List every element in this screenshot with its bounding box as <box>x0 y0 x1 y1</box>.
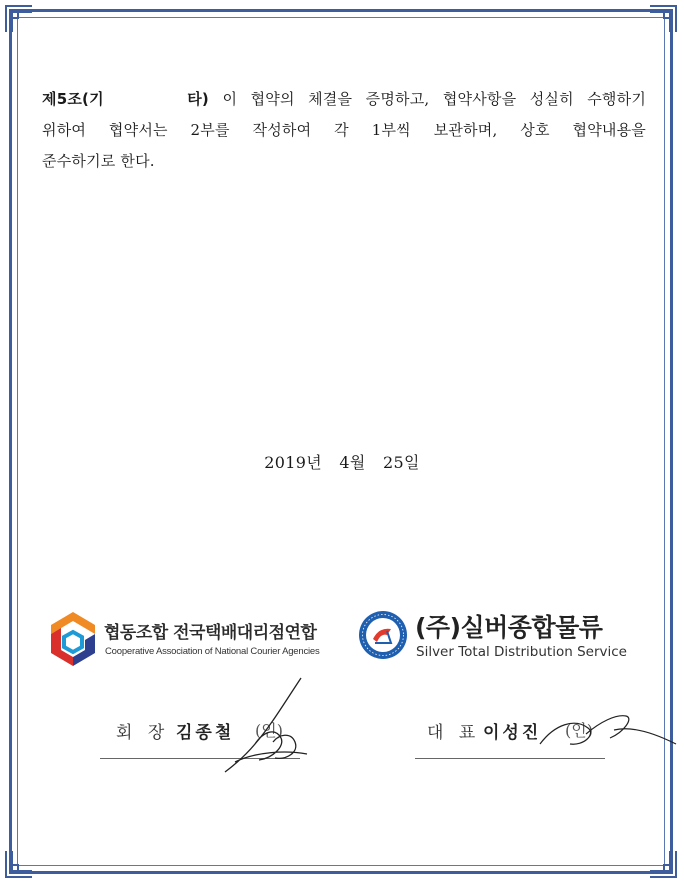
border-corner-ornament <box>648 849 678 879</box>
article-line-2: 위하여 협약서는 2부를 작성하여 각 1부씩 보관하며, 상호 협약내용을 <box>42 121 646 139</box>
company-seal-icon <box>357 609 409 661</box>
date-year: 2019년 <box>264 453 322 472</box>
article-line-3: 준수하기로 한다. <box>42 152 155 170</box>
seal-placeholder: (인) <box>255 721 283 740</box>
signature-block-right <box>415 716 605 766</box>
signature-line <box>100 758 300 759</box>
cooperative-logo <box>48 610 318 670</box>
company-name-en: Silver Total Distribution Service <box>416 644 627 660</box>
date-day: 25일 <box>383 453 420 472</box>
seal-placeholder: (인) <box>565 721 593 740</box>
signing-date <box>0 450 684 473</box>
signer-name: 이성진 <box>483 723 542 743</box>
border-corner-ornament <box>4 849 34 879</box>
signature-line <box>415 758 605 759</box>
signature-block-left <box>100 716 300 766</box>
cooperative-name: 협동조합 전국택배대리점연합 <box>104 623 317 643</box>
article-line-1: 이 협약의 체결을 증명하고, 협약사항을 성실히 수행하기 <box>222 90 647 108</box>
signer-name: 김종철 <box>176 723 235 743</box>
company-name: (주)실버종합물류 <box>415 613 603 642</box>
silver-logistics-logo <box>357 606 627 668</box>
border-corner-ornament <box>4 4 34 34</box>
border-corner-ornament <box>648 4 678 34</box>
article-5-text <box>42 84 646 177</box>
cooperative-logo-icon <box>48 610 98 668</box>
signer-title: 회 장 <box>116 723 170 743</box>
article-heading: 제5조(기 타) <box>42 90 209 108</box>
cooperative-name-en: Cooperative Association of National Courier Agencies <box>105 646 320 657</box>
signer-title: 대 표 <box>427 723 481 743</box>
date-month: 4월 <box>339 453 366 472</box>
